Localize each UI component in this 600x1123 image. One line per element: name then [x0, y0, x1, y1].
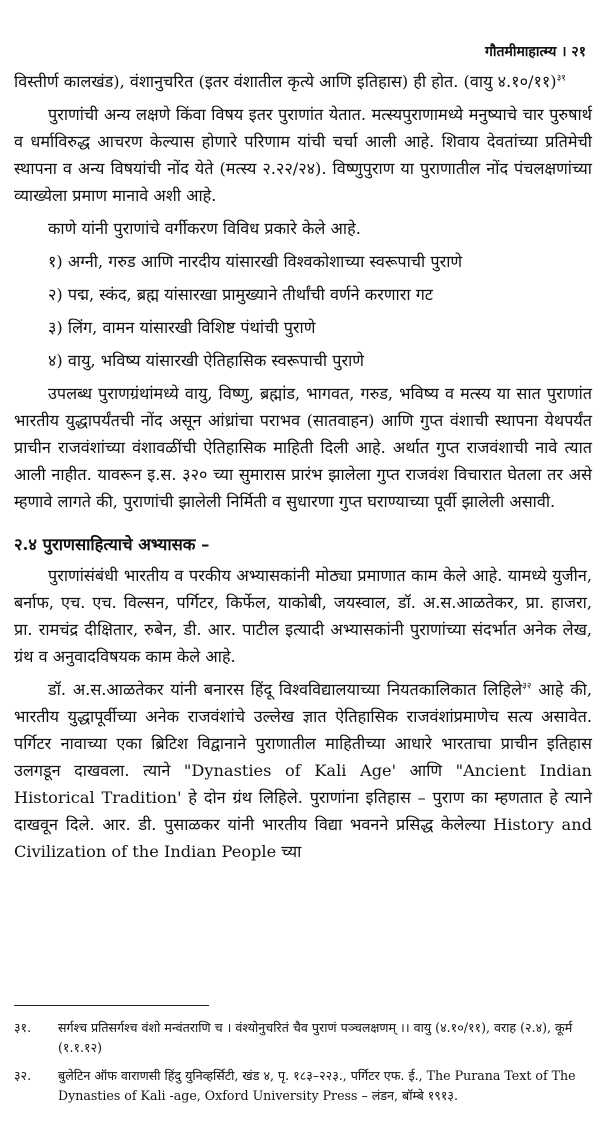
paragraph-3: काणे यांनी पुराणांचे वर्गीकरण विविध प्रकारे केले आहे. — [48, 219, 361, 238]
footnote-text: बुलेटिन ऑफ वाराणसी हिंदु युनिव्हर्सिटी, खंड ४, पृ. १८३–२२३., पर्गिटर एफ. ई., The Purana Text of The Dynasties of Kali -age, Oxford University Press – लंडन, बॉम्बे १९१३. — [58, 1068, 576, 1103]
paragraph-1 — [14, 68, 592, 95]
paragraph-6-text-b: आहे की, भारतीय युद्धापूर्वीच्या अनेक राजवंशांचे उल्लेख ज्ञात ऐतिहासिक राजवंशांप्रमाणेच सत्य असावेत. पर्गिटर नावाच्या एका ब्रिटिश विद्वानाने पुराणातील माहितीच्या आधारे भारताचा प्राचीन इतिहास उलगडून दाखवला. त्याने "Dynasties of Kali Age' आणि "Ancient Indian Historical Tradition' हे दोन ग्रंथ लिहिले. पुराणांना इतिहास – पुराण का म्हणतात हे त्याने दाखवून दिले. आर. डी. पुसाळकर यांनी भारतीय विद्या भवनने प्रसिद्ध केलेल्या History and Civilization of the Indian People च्या — [14, 680, 592, 861]
page-body — [14, 68, 592, 871]
section-heading: २.४ पुराणसाहित्याचे अभ्यासक – — [14, 535, 210, 554]
list-item: २) पद्म, स्कंद, ब्रह्म यांसारखा प्रामुख्याने तीर्थांची वर्णने करणारा गट — [48, 285, 433, 304]
footnote-ref-31: ३१ — [556, 73, 566, 84]
footnote-31 — [14, 1018, 592, 1058]
footnote-number: ३२. — [14, 1068, 32, 1083]
footnotes — [14, 1018, 592, 1114]
paragraph-6 — [14, 676, 592, 865]
running-head: गौतमीमाहात्म्य । २१ — [484, 44, 586, 60]
list-item: ३) लिंग, वामन यांसारखी विशिष्ट पंथांची पुराणे — [48, 318, 316, 337]
paragraph-4: उपलब्ध पुराणग्रंथांमध्ये वायु, विष्णु, ब्रह्मांड, भागवत, गरुड, भविष्य व मत्स्य या सात पुराणांत भारतीय युद्धापर्यंतची नोंद असून आंध्रांचा पराभव (सातवाहन) आणि गुप्त वंशाची स्थापना येथपर्यंत प्राचीन राजवंशांच्या वंशावळींची ऐतिहासिक माहिती दिली आहे. अर्थात गुप्त राजवंशाची नावे त्यात आली नाहीत. यावरून इ.स. ३२० च्या सुमारास प्रारंभ झालेला गुप्त राजवंश विचारात घेतला तर असे म्हणावे लागते की, पुराणांची झालेली निर्मिती व सुधारणा गुप्त घराण्याच्या पूर्वी झालेली असावी. — [14, 384, 592, 511]
list-item: १) अग्नी, गरुड आणि नारदीय यांसारखी विश्वकोशाच्या स्वरूपाची पुराणे — [48, 252, 463, 271]
paragraph-2: पुराणांची अन्य लक्षणे किंवा विषय इतर पुराणांत येतात. मत्स्यपुराणामध्ये मनुष्याचे चार पुरुषार्थ व धर्माविरुद्ध आचरण केल्यास होणारे परिणाम यांची चर्चा आली आहे. शिवाय देवतांच्या प्रतिमेची स्थापना व अन्य विषयांची नोंद येते (मत्स्य २.२२/२४). विष्णुपुराण या पुराणातील नोंद पंचलक्षणांच्या व्याख्येला प्रमाण मानावे अशी आहे. — [14, 105, 592, 205]
paragraph-1-text: विस्तीर्ण कालखंड), वंशानुचरित (इतर वंशातील कृत्ये आणि इतिहास) ही होत. (वायु ४.१०/११) — [14, 72, 557, 91]
paragraph-5: पुराणांसंबंधी भारतीय व परकीय अभ्यासकांनी मोठ्या प्रमाणात काम केले आहे. यामध्ये युजीन, बर्नाफ, एच. एच. विल्सन, पर्गिटर, किर्फेल, याकोबी, जयस्वाल, डॉ. अ.स.आळतेकर, प्रा. हाजरा, प्रा. रामचंद्र दीक्षितार, रुबेन, डी. आर. पाटील इत्यादी अभ्यासकांनी पुराणांच्या संदर्भात अनेक लेख, ग्रंथ व अनुवादविषयक काम केले आहे. — [14, 566, 592, 666]
classification-list — [48, 248, 592, 374]
paragraph-6-text-a: डॉ. अ.स.आळतेकर यांनी बनारस हिंदू विश्वविद्यालयाच्या नियतकालिकात लिहिले — [48, 680, 523, 699]
list-item: ४) वायु, भविष्य यांसारखी ऐतिहासिक स्वरूपाची पुराणे — [48, 351, 364, 370]
footnote-32 — [14, 1066, 592, 1106]
footnote-text: सर्गश्च प्रतिसर्गश्च वंशो मन्वंतराणि च । वंश्योनुचरितं चैव पुराणं पञ्चलक्षणम् ।। वायु (४.१०/११), वराह (२.४), कूर्म (१.१.१२) — [58, 1020, 573, 1055]
footnote-ref-32: ३२ — [522, 681, 532, 692]
footnote-number: ३१. — [14, 1020, 32, 1035]
footnote-divider — [14, 1005, 209, 1006]
